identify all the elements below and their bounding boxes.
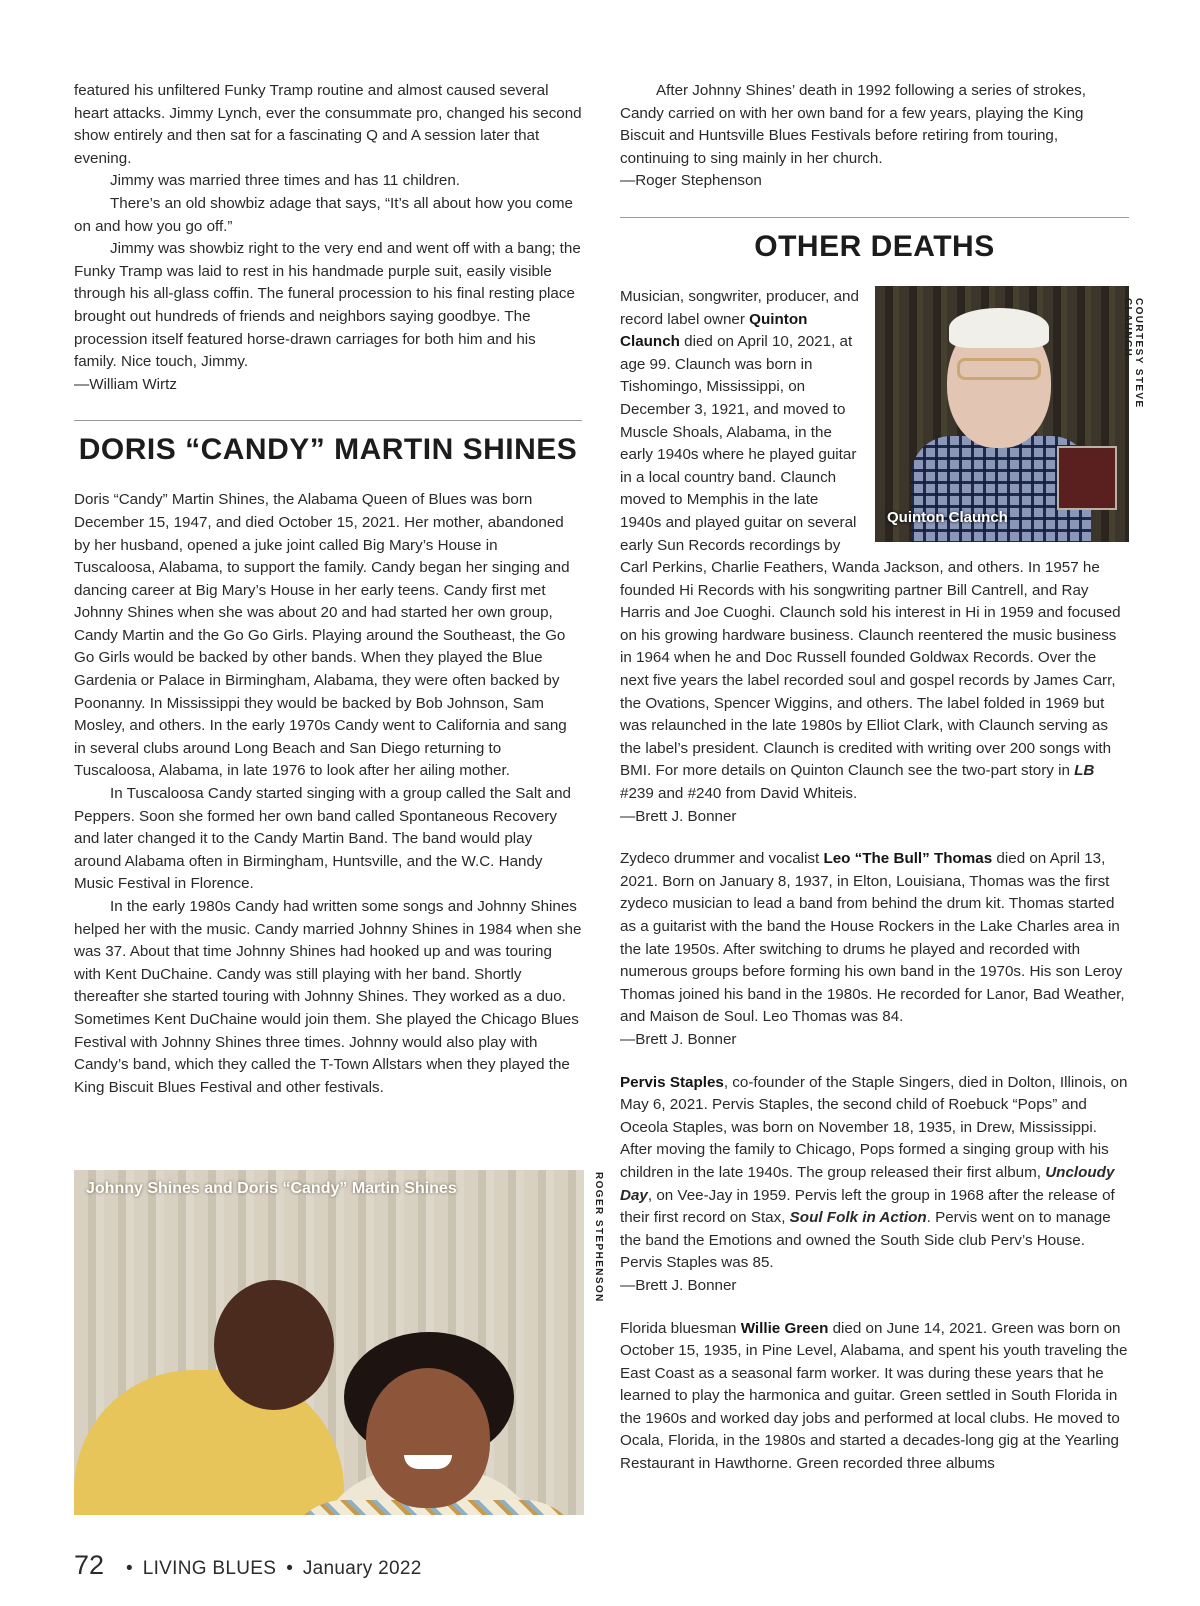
issue-date: January 2022 (302, 1558, 422, 1579)
author-signature: —Brett J. Bonner (620, 1276, 737, 1294)
text-run: Zydeco drummer and vocalist (620, 850, 824, 868)
author-signature: —Brett J. Bonner (620, 807, 737, 825)
separator-bullet: • (126, 1558, 133, 1579)
author-signature: —Brett J. Bonner (620, 1030, 737, 1048)
photo-figure (214, 1280, 334, 1410)
photo-caption: Johnny Shines and Doris “Candy” Martin Shines (86, 1180, 457, 1197)
article-paragraph: Doris “Candy” Martin Shines, the Alabama Queen of Blues was born December 15, 1947, and died October 15, 2021. Her mother, abandoned by her husband, opened a juke joint called Big Mary’s House in Tuscaloosa, Alabama, to support the family. Candy began her singing and dancing career at Big Mary’s House in her early teens. Candy first met Johnny Shines when she was about 20 and had started her own group, Candy Martin and the Go Go Girls. Playing around the Southeast, the Go Go Girls would be backed by other bands. When they played the Blue Gardenia or Palace in Birmingham, Alabama, they were often backed by Poonanny. In Mississippi they would be backed by Bob Johnson, Sam Mosley, and others. In the early 1970s Candy went to California and sang in several clubs around Long Beach and San Diego returning to Tuscaloosa, Alabama, in late 1976 to look after her ailing mother. (74, 491, 570, 780)
author-signature: —William Wirtz (74, 375, 177, 393)
page-footer (74, 1550, 422, 1581)
text-run: , on Vee-Jay in 1959. Pervis left the group in 1968 after the release of their first record on Stax, (620, 1186, 1115, 1227)
text-run: died on April 10, 2021, at age 99. Claunch was born in Tishomingo, Mississippi, on December 3, 1921, and moved to Muscle Shoals, Alabama, in the early 1940s where he played guitar in a local country band. Claunch moved to Memphis in the late 1940s and played guitar on several early Sun Records recordings by Carl Perkins, Charlie Feathers, Wanda Jackson, and others. In 1957 he founded Hi Records with his songwriting partner Bill Cantrell, and Ray Harris and Joe Cuoghi. Claunch sold his interest in Hi in 1959 and focused on his growing hardware business. Claunch reentered the music business in 1964 when he and Doc Russell founded Goldwax Records. Over the next five years the label recorded soul and gospel records by James Carr, the Ovations, Spencer Wiggins, and others. The label folded in 1969 but was relaunched in the late 1980s by Elliot Clark, with Claunch serving as the label’s president. Claunch is credited with writing over 200 songs with BMI. For more details on Quinton Claunch see the two-part story in (620, 333, 1121, 780)
album-title: Uncloudy Day (620, 1163, 1115, 1204)
article-paragraph: Jimmy was showbiz right to the very end and went off with a bang; the Funky Tramp was laid to rest in his handmade purple suit, easily visible through his all-glass coffin. The funeral procession to his final resting place brought out hundreds of friends and neighbors saying goodbye. The procession itself featured horse-drawn carriages for both him and his family. Nice touch, Jimmy. (74, 240, 581, 371)
text-run: died on June 14, 2021. Green was born on October 15, 1935, in Pine Level, Alabama, and spent his youth traveling the East Coast as a seasonal farm worker. It was during these years that he learned to play the harmonica and guitar. Green settled in South Florida in the 1960s and worked day jobs and performed at local clubs. He moved to Ocala, Florida, in the 1980s and started a decades-long gig at the Yearling Restaurant in Hawthorne. Green recorded three albums (620, 1319, 1128, 1473)
section-divider (74, 420, 582, 421)
article-paragraph (620, 1318, 1129, 1476)
text-run: . Pervis went on to manage the band the Emotions and owned the South Side club Perv’s House. Pervis Staples was 85. (620, 1209, 1111, 1272)
article-paragraph: In the early 1980s Candy had written some songs and Johnny Shines helped her with the music. Candy married Johnny Shines in 1984 when she was 37. About that time Johnny Shines had hooked up and was touring with Kent DuChaine. Candy was still playing with her band. Shortly thereafter she started touring with Johnny Shines. They worked as a duo. Sometimes Kent DuChaine would join them. She played the Chicago Blues Festival with Johnny Shines three times. Johnny would also play with Candy’s band, which they called the T-Town Allstars when they played the King Biscuit Blues Festival and other festivals. (74, 898, 582, 1096)
text-run: , co-founder of the Staple Singers, died in Dolton, Illinois, on May 6, 2021. Pervis Staples, the second child of Roebuck “Pops” and Oceola Staples, was born on November 18, 1935, in Drew, Mississippi. After moving the family to Chicago, Pops formed a singing group with his children in the late 1940s. The group released their first album, (620, 1073, 1128, 1181)
article-paragraph: After Johnny Shines’ death in 1992 following a series of strokes, Candy carried on with her own band for a few years, playing the King Biscuit and Huntsville Blues Festivals before retiring from touring, continuing to sing mainly in her church. (620, 82, 1086, 167)
photo-figure (404, 1455, 452, 1469)
author-signature: —Roger Stephenson (620, 172, 762, 190)
photo-quinton-claunch (875, 286, 1129, 542)
obituary-claunch (620, 286, 1129, 828)
section-divider (620, 217, 1129, 218)
article-paragraph (620, 1072, 1129, 1275)
article-paragraph: featured his unfiltered Funky Tramp routine and almost caused several heart attacks. Jimmy Lynch, ever the consummate pro, changed his second show entirely and then sat for a fascinating Q and A session later that evening. (74, 82, 582, 167)
photo-credit: ROGER STEPHENSON (593, 1172, 604, 1303)
photo-credit: COURTESY STEVE CLAUNCH (1122, 298, 1144, 409)
person-name: Leo “The Bull” Thomas (823, 850, 993, 868)
page-number: 72 (74, 1550, 105, 1580)
person-name: Quinton Claunch (620, 310, 808, 351)
text-run: died on April 13, 2021. Born on January 8, 1937, in Elton, Louisiana, Thomas was the first zydeco musician to lead a band from behind the drum kit. Thomas started as a guitarist with the band the House Rockers in the Lake Charles area in the late 1950s. After switching to drums he played and recorded with numerous groups before forming his own band in the 1970s. His son Leroy Thomas joined his band in the 1980s. He recorded for Lanor, Bad Weather, and Maison de Soul. Leo Thomas was 84. (620, 850, 1125, 1026)
section-heading-candy-shines: DORIS “CANDY” MARTIN SHINES (78, 433, 578, 467)
article-paragraph: There’s an old showbiz adage that says, “It’s all about how you come on and how you go off.” (74, 194, 573, 235)
text-run: Florida bluesman (620, 1319, 741, 1337)
album-title: Soul Folk in Action (789, 1209, 927, 1227)
article-paragraph: Jimmy was married three times and has 11 children. (110, 172, 461, 190)
photo-caption: Quinton Claunch (887, 509, 1008, 527)
text-run: #239 and #240 from David Whiteis. (620, 785, 858, 803)
person-name: Pervis Staples (620, 1073, 724, 1091)
person-name: Willie Green (740, 1319, 829, 1337)
article-paragraph: In Tuscaloosa Candy started singing with a group called the Salt and Peppers. Soon she formed her own band called Spontaneous Recovery and later changed it to the Candy Martin Band. The band would play around Alabama often in Birmingham, Huntsville, and the W.C. Handy Music Festival in Florence. (74, 785, 571, 893)
photo-figure (957, 358, 1041, 380)
magazine-name: LIVING BLUES (142, 1558, 277, 1579)
photo-johnny-and-candy-shines (74, 1170, 584, 1515)
photo-figure (366, 1368, 490, 1508)
right-column (620, 80, 1129, 1476)
photo-figure (949, 308, 1049, 348)
section-heading-other-deaths: OTHER DEATHS (754, 229, 995, 263)
magazine-abbrev: LB (1074, 762, 1095, 780)
photo-figure (1057, 446, 1117, 510)
separator-bullet: • (286, 1558, 293, 1579)
left-column (74, 80, 582, 1099)
article-paragraph (620, 848, 1129, 1029)
text-run: Musician, songwriter, producer, and record label owner (620, 287, 859, 328)
